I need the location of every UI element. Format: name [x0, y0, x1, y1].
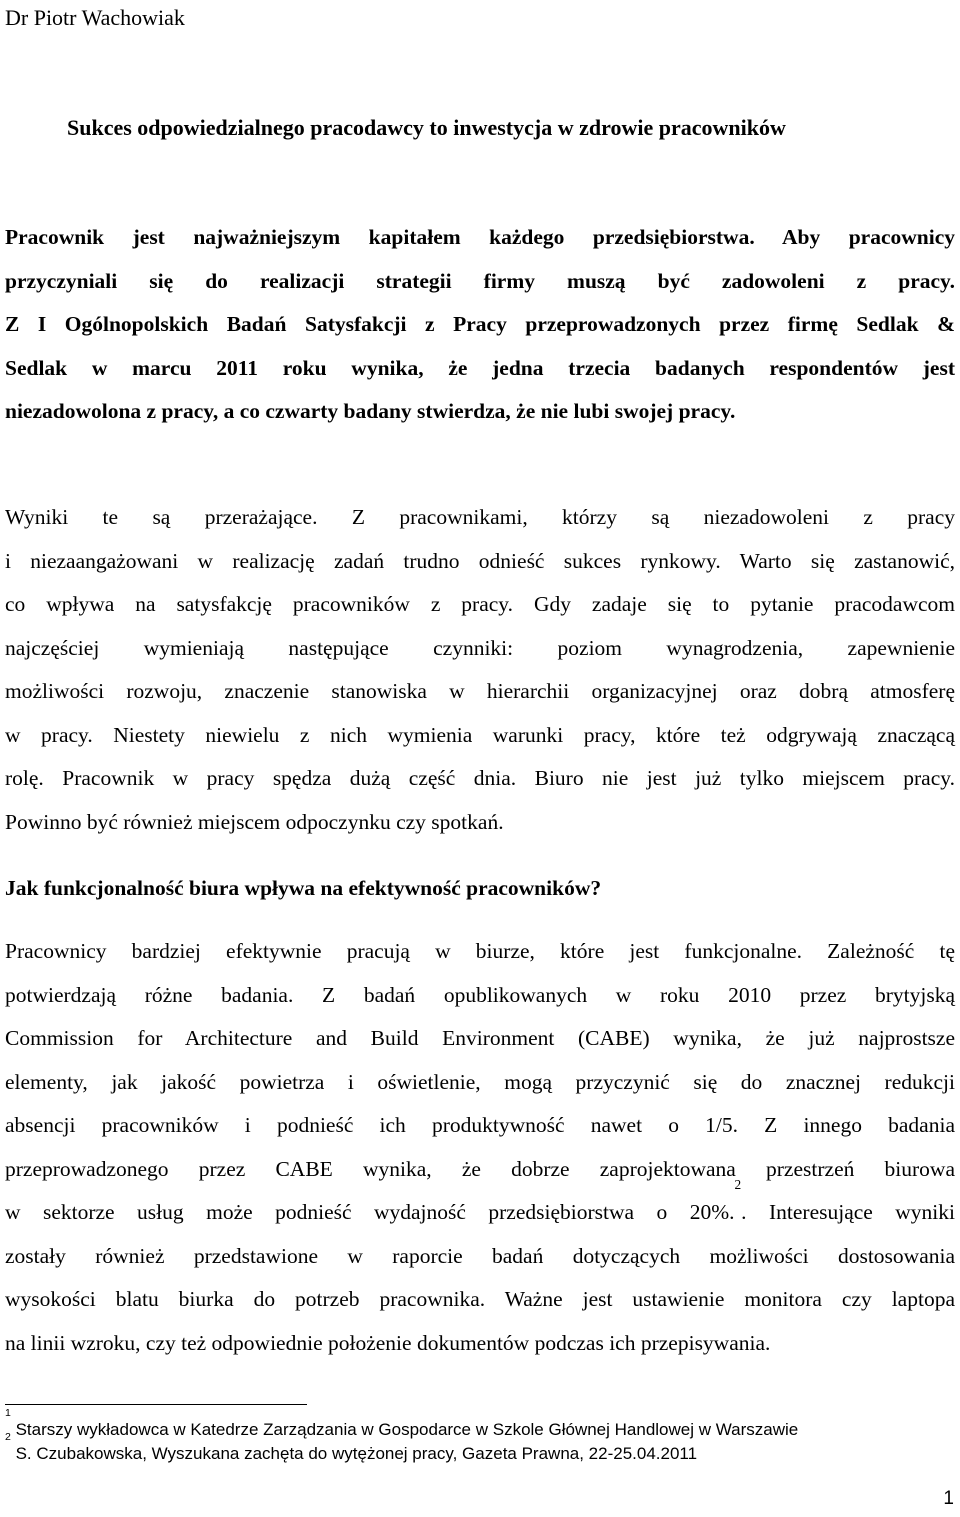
paragraph-1 — [5, 496, 955, 844]
p2-line-4: elementy, jak jakość powietrza i oświetlenie, mogą przyczynić się do znacznej redukcji — [5, 1069, 955, 1094]
p1-line-5: możliwości rozwoju, znaczenie stanowiska w hierarchii organizacyjnej oraz dobrą atmosferę — [5, 679, 955, 703]
paragraph-2 — [5, 930, 955, 1365]
p2-line-9: wysokości blatu biurka do potrzeb pracownika. Ważne jest ustawienie monitora czy laptopa — [5, 1287, 955, 1311]
p1-line-2: i niezaangażowani w realizację zadań trudno odnieść sukces rynkowy. Warto się zastanowić, — [5, 548, 955, 573]
intro-line-4: Sedlak w marcu 2011 roku wynika, że jedna trzecia badanych respondentów jest — [5, 355, 955, 380]
p1-line-7: rolę. Pracownik w pracy spędza dużą część dnia. Biuro nie jest już tylko miejscem pracy. — [5, 766, 955, 790]
p2-line-7-text: w sektorze usług może podnieść wydajność przedsiębiorstwa o 20%. — [5, 1200, 735, 1224]
intro-line-5: niezadowolona z pracy, a co czwarty badany stwierdza, że nie lubi swojej pracy. — [5, 399, 736, 423]
author-line — [5, 0, 955, 36]
p2-line-6: przeprowadzonego przez CABE wynika, że dobrze zaprojektowana przestrzeń biurowa — [5, 1156, 955, 1181]
footnote-1 — [5, 1407, 955, 1442]
p2-line-10: na linii wzroku, czy też odpowiednie położenie dokumentów podczas ich przepisywania. — [5, 1330, 771, 1355]
p2-line-8: zostały również przedstawione w raporcie badań dotyczących możliwości dostosowania — [5, 1243, 955, 1268]
p2-line-1: Pracownicy bardziej efektywnie pracują w biurze, które jest funkcjonalne. Zależność tę — [5, 939, 955, 963]
footnotes — [5, 1407, 955, 1466]
section-heading: Jak funkcjonalność biura wpływa na efektywność pracowników? — [5, 876, 602, 900]
footnote-2 — [5, 1431, 955, 1466]
p1-line-8: Powinno być również miejscem odpoczynku czy spotkań. — [5, 809, 504, 834]
intro-line-2: przyczyniali się do realizacji strategii firmy muszą być zadowoleni z pracy. — [5, 268, 955, 293]
footnote-ref-2: 2 — [734, 1177, 742, 1192]
footnote-2-num: 2 — [5, 1431, 11, 1443]
p1-line-1: Wyniki te są przerażające. Z pracownikami, którzy są niezadowoleni z pracy — [5, 505, 955, 529]
p2-line-3: Commission for Architecture and Build Environment (CABE) wynika, że już najprostsze — [5, 1026, 955, 1050]
p1-line-6: w pracy. Niestety niewielu z nich wymienia warunki pracy, które też odgrywają znaczącą — [5, 722, 955, 747]
intro-line-1: Pracownik jest najważniejszym kapitałem każdego przedsiębiorstwa. Aby pracownicy — [5, 225, 955, 249]
page-number: 1 — [943, 1488, 954, 1509]
p1-line-3: co wpływa na satysfakcję pracowników z pracy. Gdy zadaje się to pytanie pracodawcom — [5, 592, 955, 616]
p2-line-5: absencji pracowników i podnieść ich produktywność nawet o 1/5. Z innego badania — [5, 1113, 955, 1137]
p1-line-4: najczęściej wymieniają następujące czynniki: poziom wynagrodzenia, zapewnienie — [5, 635, 955, 660]
p2-line-7-tail: . Interesujące wyniki — [741, 1200, 955, 1224]
footnote-1-num: 1 — [5, 1407, 11, 1419]
p2-line-2: potwierdzają różne badania. Z badań opublikowanych w roku 2010 przez brytyjską — [5, 982, 955, 1007]
p2-line-7 — [5, 1177, 955, 1235]
author-name: Dr Piotr Wachowiak — [5, 5, 185, 30]
footnote-separator — [5, 1404, 307, 1405]
footnote-1-text: Starszy wykładowca w Katedrze Zarządzania w Gospodarce w Szkole Głównej Handlowej w Warszawie — [15, 1420, 799, 1439]
article-title: Sukces odpowiedzialnego pracodawcy to inwestycja w zdrowie pracowników — [67, 115, 786, 140]
intro-line-3: Z I Ogólnopolskich Badań Satysfakcji z Pracy przeprowadzonych przez firmę Sedlak & — [5, 312, 955, 336]
intro-paragraph — [5, 216, 955, 434]
footnote-2-text: S. Czubakowska, Wyszukana zachęta do wytężonej pracy, Gazeta Prawna, 22-25.04.2011 — [15, 1444, 698, 1463]
footnote-ref-1 — [185, 0, 192, 1]
